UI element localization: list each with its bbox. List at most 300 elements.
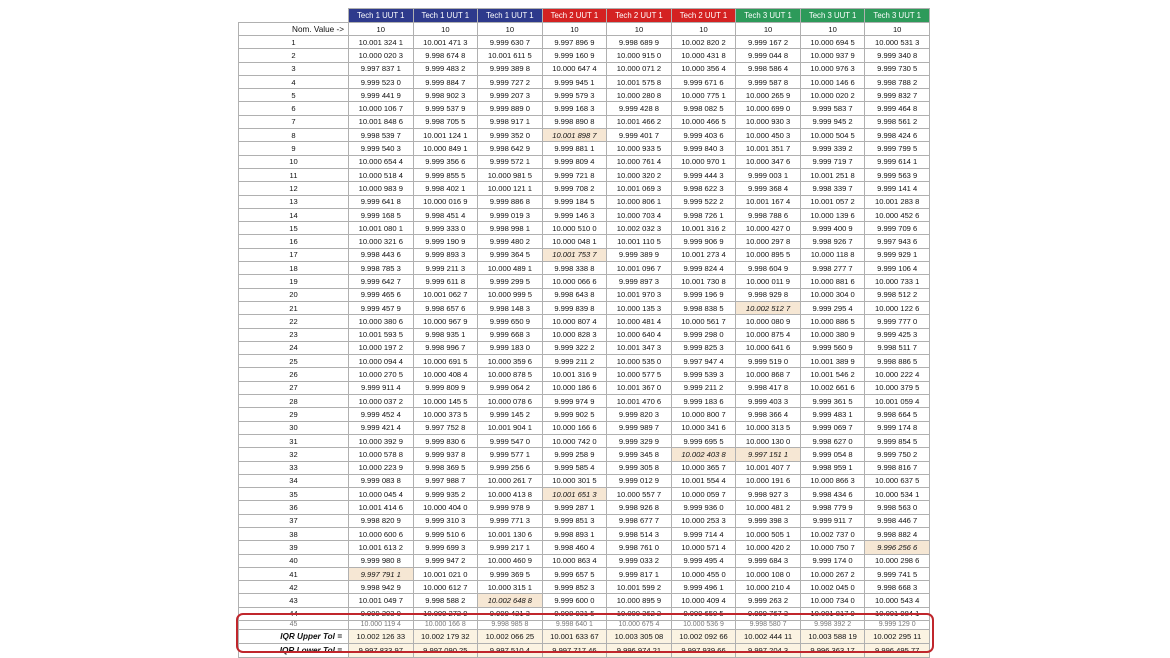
measurement-cell[interactable]: 9.998 893 1 bbox=[542, 527, 607, 540]
measurement-cell[interactable]: 10.000 450 3 bbox=[736, 129, 801, 142]
measurement-cell[interactable]: 10.000 404 0 bbox=[413, 501, 478, 514]
measurement-cell[interactable]: 9.999 650 9 bbox=[478, 315, 543, 328]
measurement-cell[interactable]: 10.000 750 7 bbox=[800, 541, 865, 554]
measurement-cell[interactable]: 10.000 135 3 bbox=[607, 301, 672, 314]
measurement-cell[interactable]: 9.999 839 8 bbox=[542, 301, 607, 314]
measurement-cell[interactable]: 10.000 280 8 bbox=[607, 89, 672, 102]
measurement-cell[interactable]: 9.999 537 9 bbox=[413, 102, 478, 115]
measurement-cell[interactable]: 9.999 614 1 bbox=[865, 155, 930, 168]
measurement-cell[interactable]: 10.001 062 7 bbox=[413, 288, 478, 301]
measurement-cell[interactable]: 10.002 737 0 bbox=[800, 527, 865, 540]
measurement-cell[interactable]: 10.000 933 5 bbox=[607, 142, 672, 155]
measurement-cell[interactable]: 10.000 561 7 bbox=[671, 315, 736, 328]
iqr-lower-tol-value[interactable]: 9.997 204 3 bbox=[736, 644, 801, 658]
measurement-cell[interactable]: 9.999 650 5 bbox=[671, 607, 736, 620]
measurement-cell[interactable]: 9.999 799 5 bbox=[865, 142, 930, 155]
measurement-cell[interactable]: 9.999 168 5 bbox=[349, 208, 414, 221]
measurement-cell[interactable]: 10.000 253 3 bbox=[671, 514, 736, 527]
measurement-cell[interactable]: 9.999 263 2 bbox=[736, 594, 801, 607]
measurement-cell[interactable]: 10.000 420 2 bbox=[736, 541, 801, 554]
measurement-cell[interactable]: 9.999 600 0 bbox=[542, 594, 607, 607]
measurement-cell[interactable]: 10.000 392 9 bbox=[349, 434, 414, 447]
measurement-cell[interactable]: 9.999 777 0 bbox=[865, 315, 930, 328]
measurement-cell[interactable]: 10.000 045 4 bbox=[349, 488, 414, 501]
measurement-cell[interactable]: 10.001 613 2 bbox=[349, 541, 414, 554]
measurement-cell[interactable]: 10.000 699 0 bbox=[736, 102, 801, 115]
nominal-value-cell[interactable]: 10 bbox=[671, 23, 736, 36]
measurement-cell[interactable]: 10.001 848 6 bbox=[349, 115, 414, 128]
measurement-cell[interactable]: 9.999 886 8 bbox=[478, 195, 543, 208]
measurement-cell[interactable]: 9.998 604 9 bbox=[736, 262, 801, 275]
measurement-cell[interactable]: 9.998 339 7 bbox=[800, 182, 865, 195]
measurement-cell[interactable]: 9.999 824 4 bbox=[671, 262, 736, 275]
measurement-cell[interactable]: 9.999 897 3 bbox=[607, 275, 672, 288]
measurement-cell[interactable]: 9.998 563 0 bbox=[865, 501, 930, 514]
measurement-cell[interactable]: 9.999 572 1 bbox=[478, 155, 543, 168]
measurement-cell[interactable]: 9.999 207 3 bbox=[478, 89, 543, 102]
measurement-cell[interactable]: 10.000 535 0 bbox=[607, 355, 672, 368]
measurement-cell[interactable]: 10.000 828 3 bbox=[542, 328, 607, 341]
measurement-cell[interactable]: 9.997 988 7 bbox=[413, 474, 478, 487]
measurement-cell[interactable]: 9.999 817 1 bbox=[607, 567, 672, 580]
measurement-cell[interactable]: 9.998 586 4 bbox=[736, 62, 801, 75]
measurement-cell[interactable]: 9.999 560 9 bbox=[800, 341, 865, 354]
measurement-cell[interactable]: 10.001 466 2 bbox=[607, 115, 672, 128]
measurement-cell[interactable]: 10.001 407 7 bbox=[736, 461, 801, 474]
measurement-cell[interactable]: 9.999 441 9 bbox=[349, 89, 414, 102]
measurement-cell[interactable]: 9.998 677 7 bbox=[607, 514, 672, 527]
measurement-cell[interactable]: 10.000 011 9 bbox=[736, 275, 801, 288]
measurement-cell[interactable]: 9.999 287 1 bbox=[542, 501, 607, 514]
measurement-cell[interactable]: 10.001 096 7 bbox=[607, 262, 672, 275]
measurement-cell[interactable]: 9.999 145 2 bbox=[478, 408, 543, 421]
measurement-cell[interactable]: 9.999 978 9 bbox=[478, 501, 543, 514]
measurement-cell[interactable]: 9.999 539 3 bbox=[671, 368, 736, 381]
measurement-cell[interactable]: 10.000 481 4 bbox=[607, 315, 672, 328]
measurement-cell[interactable]: 10.000 983 9 bbox=[349, 182, 414, 195]
measurement-cell[interactable]: 9.999 945 1 bbox=[542, 75, 607, 88]
measurement-cell[interactable]: 10.000 313 5 bbox=[736, 421, 801, 434]
measurement-cell[interactable]: 10.000 409 4 bbox=[671, 594, 736, 607]
measurement-cell[interactable]: 9.999 211 3 bbox=[413, 262, 478, 275]
measurement-cell[interactable]: 9.998 959 1 bbox=[800, 461, 865, 474]
column-header-3[interactable]: Tech 1 UUT 1 bbox=[478, 9, 543, 23]
measurement-cell[interactable]: 9.999 146 3 bbox=[542, 208, 607, 221]
measurement-cell[interactable]: 10.000 139 6 bbox=[800, 208, 865, 221]
measurement-cell[interactable]: 9.999 483 2 bbox=[413, 62, 478, 75]
measurement-cell[interactable]: 9.999 820 3 bbox=[607, 408, 672, 421]
measurement-cell[interactable]: 9.998 942 9 bbox=[349, 581, 414, 594]
measurement-cell[interactable]: 10.000 886 5 bbox=[800, 315, 865, 328]
column-header-8[interactable]: Tech 3 UUT 1 bbox=[800, 9, 865, 23]
iqr-lower-tol-value[interactable]: 9.997 717 46 bbox=[542, 644, 607, 658]
iqr-upper-tol-value[interactable]: 10.003 588 19 bbox=[800, 630, 865, 644]
measurement-cell[interactable]: 10.000 066 6 bbox=[542, 275, 607, 288]
measurement-cell[interactable]: 10.000 895 9 bbox=[607, 594, 672, 607]
measurement-cell[interactable]: 10.000 191 6 bbox=[736, 474, 801, 487]
measurement-cell[interactable]: 10.000 315 1 bbox=[478, 581, 543, 594]
measurement-cell[interactable]: 10.000 534 1 bbox=[865, 488, 930, 501]
measurement-cell[interactable]: 9.999 587 8 bbox=[736, 75, 801, 88]
measurement-cell[interactable]: 9.999 329 9 bbox=[607, 434, 672, 447]
measurement-cell[interactable]: 10.000 347 6 bbox=[736, 155, 801, 168]
measurement-cell[interactable]: 9.999 299 5 bbox=[478, 275, 543, 288]
measurement-cell[interactable]: 10.000 543 4 bbox=[865, 594, 930, 607]
measurement-cell[interactable]: 9.999 389 8 bbox=[478, 62, 543, 75]
measurement-cell[interactable]: 9.998 402 1 bbox=[413, 182, 478, 195]
measurement-cell[interactable]: 9.999 911 4 bbox=[349, 381, 414, 394]
measurement-cell[interactable]: 10.000 571 4 bbox=[671, 541, 736, 554]
measurement-cell[interactable]: 10.000 640 4 bbox=[607, 328, 672, 341]
measurement-cell[interactable]: 10.000 452 6 bbox=[865, 208, 930, 221]
measurement-cell[interactable]: 9.999 630 7 bbox=[478, 36, 543, 49]
measurement-cell[interactable]: 9.999 699 3 bbox=[413, 541, 478, 554]
measurement-cell[interactable]: 9.998 788 6 bbox=[736, 208, 801, 221]
measurement-cell[interactable]: 9.999 389 9 bbox=[607, 248, 672, 261]
iqr-upper-tol-value[interactable]: 10.002 444 11 bbox=[736, 630, 801, 644]
measurement-cell[interactable]: 9.998 446 7 bbox=[865, 514, 930, 527]
measurement-cell[interactable]: 9.999 936 0 bbox=[671, 501, 736, 514]
measurement-cell[interactable]: 10.000 878 5 bbox=[478, 368, 543, 381]
measurement-cell[interactable]: 9.999 911 7 bbox=[800, 514, 865, 527]
measurement-cell[interactable]: 9.997 791 1 bbox=[349, 567, 414, 580]
measurement-cell[interactable]: 9.999 611 8 bbox=[413, 275, 478, 288]
measurement-cell[interactable]: 9.999 196 9 bbox=[671, 288, 736, 301]
measurement-cell[interactable]: 10.000 298 6 bbox=[865, 554, 930, 567]
measurement-cell[interactable]: 10.000 210 4 bbox=[736, 581, 801, 594]
measurement-cell[interactable]: 10.000 881 6 bbox=[800, 275, 865, 288]
measurement-cell[interactable]: 9.999 945 2 bbox=[800, 115, 865, 128]
measurement-cell[interactable]: 9.999 641 8 bbox=[349, 195, 414, 208]
measurement-cell[interactable]: 10.000 059 7 bbox=[671, 488, 736, 501]
measurement-cell[interactable]: 10.001 021 0 bbox=[413, 567, 478, 580]
measurement-cell[interactable]: 9.998 627 0 bbox=[800, 434, 865, 447]
measurement-cell[interactable]: 10.001 316 9 bbox=[542, 368, 607, 381]
measurement-cell[interactable]: 9.998 761 0 bbox=[607, 541, 672, 554]
measurement-cell[interactable]: 10.000 531 3 bbox=[865, 36, 930, 49]
measurement-cell[interactable]: 9.999 174 8 bbox=[865, 421, 930, 434]
measurement-cell[interactable]: 9.998 539 7 bbox=[349, 129, 414, 142]
measurement-cell[interactable]: 9.999 989 7 bbox=[607, 421, 672, 434]
measurement-cell[interactable]: 9.999 547 0 bbox=[478, 434, 543, 447]
measurement-cell[interactable]: 9.998 926 8 bbox=[607, 501, 672, 514]
column-header-7[interactable]: Tech 3 UUT 1 bbox=[736, 9, 801, 23]
measurement-cell[interactable]: 9.998 785 3 bbox=[349, 262, 414, 275]
measurement-cell[interactable]: 9.998 689 9 bbox=[607, 36, 672, 49]
measurement-cell[interactable]: 10.000 380 6 bbox=[349, 315, 414, 328]
measurement-cell[interactable]: 9.999 855 5 bbox=[413, 168, 478, 181]
measurement-cell[interactable]: 10.000 427 0 bbox=[736, 222, 801, 235]
measurement-cell[interactable]: 9.999 398 3 bbox=[736, 514, 801, 527]
iqr-lower-tol-value[interactable]: 9.996 974 21 bbox=[607, 644, 672, 658]
measurement-cell[interactable]: 9.999 750 2 bbox=[865, 448, 930, 461]
measurement-cell[interactable]: 9.999 465 6 bbox=[349, 288, 414, 301]
measurement-cell[interactable]: 9.999 421 3 bbox=[478, 607, 543, 620]
measurement-cell[interactable]: 9.999 457 9 bbox=[349, 301, 414, 314]
measurement-cell[interactable]: 10.000 612 7 bbox=[413, 581, 478, 594]
measurement-cell[interactable]: 10.000 118 8 bbox=[800, 248, 865, 261]
iqr-upper-tol-value[interactable]: 10.002 126 33 bbox=[349, 630, 414, 644]
measurement-cell[interactable]: 9.998 998 1 bbox=[478, 222, 543, 235]
measurement-cell[interactable]: 9.998 434 6 bbox=[800, 488, 865, 501]
measurement-cell[interactable]: 10.000 080 9 bbox=[736, 315, 801, 328]
measurement-cell[interactable]: 9.998 816 7 bbox=[865, 461, 930, 474]
measurement-cell[interactable]: 9.999 684 3 bbox=[736, 554, 801, 567]
measurement-cell[interactable]: 10.000 037 2 bbox=[349, 395, 414, 408]
measurement-cell[interactable]: 9.999 881 1 bbox=[542, 142, 607, 155]
measurement-cell[interactable]: 10.000 186 6 bbox=[542, 381, 607, 394]
measurement-cell[interactable]: 10.000 267 2 bbox=[800, 567, 865, 580]
measurement-cell[interactable]: 10.001 593 5 bbox=[349, 328, 414, 341]
measurement-cell[interactable]: 10.000 999 5 bbox=[478, 288, 543, 301]
measurement-cell[interactable]: 10.001 904 1 bbox=[478, 421, 543, 434]
measurement-cell[interactable]: 10.000 981 5 bbox=[478, 168, 543, 181]
measurement-cell[interactable]: 9.999 884 7 bbox=[413, 75, 478, 88]
measurement-cell[interactable]: 10.000 379 5 bbox=[865, 381, 930, 394]
measurement-cell[interactable]: 10.000 654 4 bbox=[349, 155, 414, 168]
iqr-lower-tol-value[interactable]: 9.997 090 25 bbox=[413, 644, 478, 658]
nominal-value-cell[interactable]: 10 bbox=[413, 23, 478, 36]
measurement-cell[interactable]: 9.999 483 1 bbox=[800, 408, 865, 421]
measurement-cell[interactable]: 9.999 298 0 bbox=[671, 328, 736, 341]
measurement-cell[interactable]: 10.001 414 6 bbox=[349, 501, 414, 514]
measurement-cell[interactable]: 10.002 032 3 bbox=[607, 222, 672, 235]
measurement-cell[interactable]: 10.000 691 5 bbox=[413, 355, 478, 368]
measurement-cell[interactable]: 9.998 417 8 bbox=[736, 381, 801, 394]
measurement-cell[interactable]: 9.998 726 1 bbox=[671, 208, 736, 221]
measurement-cell[interactable]: 9.999 579 3 bbox=[542, 89, 607, 102]
measurement-cell[interactable]: 10.000 807 4 bbox=[542, 315, 607, 328]
measurement-cell[interactable]: 10.001 351 7 bbox=[736, 142, 801, 155]
column-header-9[interactable]: Tech 3 UUT 1 bbox=[865, 9, 930, 23]
measurement-cell[interactable]: 10.000 863 4 bbox=[542, 554, 607, 567]
measurement-cell[interactable]: 10.000 775 1 bbox=[671, 89, 736, 102]
measurement-cell[interactable]: 10.002 820 2 bbox=[671, 36, 736, 49]
measurement-cell[interactable]: 9.999 174 0 bbox=[800, 554, 865, 567]
measurement-cell[interactable]: 10.000 261 7 bbox=[478, 474, 543, 487]
measurement-cell[interactable]: 9.998 890 8 bbox=[542, 115, 607, 128]
nominal-value-cell[interactable]: 10 bbox=[607, 23, 672, 36]
column-header-2[interactable]: Tech 1 UUT 1 bbox=[413, 9, 478, 23]
measurement-cell[interactable]: 9.999 929 1 bbox=[865, 248, 930, 261]
measurement-cell[interactable]: 9.999 033 2 bbox=[607, 554, 672, 567]
measurement-cell[interactable]: 10.000 356 4 bbox=[671, 62, 736, 75]
iqr-lower-tol-value[interactable]: 9.996 495 77 bbox=[865, 644, 930, 658]
measurement-cell[interactable]: 10.001 080 1 bbox=[349, 222, 414, 235]
measurement-cell[interactable]: 9.999 825 3 bbox=[671, 341, 736, 354]
measurement-cell[interactable]: 9.997 752 8 bbox=[413, 421, 478, 434]
measurement-cell[interactable]: 10.000 270 5 bbox=[349, 368, 414, 381]
column-header-6[interactable]: Tech 2 UUT 1 bbox=[671, 9, 736, 23]
measurement-cell[interactable]: 9.998 927 3 bbox=[736, 488, 801, 501]
measurement-cell[interactable]: 9.998 996 7 bbox=[413, 341, 478, 354]
measurement-cell[interactable]: 10.000 970 1 bbox=[671, 155, 736, 168]
measurement-cell[interactable]: 10.000 108 0 bbox=[736, 567, 801, 580]
measurement-cell[interactable]: 9.999 980 8 bbox=[349, 554, 414, 567]
measurement-cell[interactable]: 9.999 906 9 bbox=[671, 235, 736, 248]
measurement-cell[interactable]: 10.001 057 2 bbox=[800, 195, 865, 208]
measurement-cell[interactable]: 10.000 806 1 bbox=[607, 195, 672, 208]
measurement-cell[interactable]: 9.998 460 4 bbox=[542, 541, 607, 554]
measurement-cell[interactable]: 9.998 838 5 bbox=[671, 301, 736, 314]
measurement-cell[interactable]: 10.000 297 8 bbox=[736, 235, 801, 248]
measurement-cell[interactable]: 10.000 915 0 bbox=[607, 49, 672, 62]
measurement-cell[interactable]: 9.999 333 0 bbox=[413, 222, 478, 235]
measurement-cell[interactable]: 10.000 362 2 bbox=[607, 607, 672, 620]
measurement-cell[interactable]: 9.999 368 4 bbox=[736, 182, 801, 195]
measurement-cell[interactable]: 10.000 365 7 bbox=[671, 461, 736, 474]
measurement-cell[interactable]: 9.999 563 9 bbox=[865, 168, 930, 181]
measurement-cell[interactable]: 10.000 373 5 bbox=[413, 408, 478, 421]
measurement-cell[interactable]: 9.999 400 9 bbox=[800, 222, 865, 235]
measurement-cell[interactable]: 9.999 019 3 bbox=[478, 208, 543, 221]
measurement-cell[interactable]: 9.998 369 5 bbox=[413, 461, 478, 474]
measurement-cell[interactable]: 9.999 452 4 bbox=[349, 408, 414, 421]
measurement-cell[interactable]: 9.998 443 6 bbox=[349, 248, 414, 261]
nominal-value-cell[interactable]: 10 bbox=[865, 23, 930, 36]
measurement-cell[interactable]: 9.998 820 9 bbox=[349, 514, 414, 527]
measurement-cell[interactable]: 10.001 059 4 bbox=[865, 395, 930, 408]
measurement-cell[interactable]: 9.999 771 3 bbox=[478, 514, 543, 527]
measurement-cell[interactable]: 9.999 069 7 bbox=[800, 421, 865, 434]
measurement-cell[interactable]: 9.998 705 5 bbox=[413, 115, 478, 128]
measurement-cell[interactable]: 9.998 511 7 bbox=[865, 341, 930, 354]
measurement-cell[interactable]: 10.001 471 3 bbox=[413, 36, 478, 49]
measurement-cell[interactable]: 10.001 651 3 bbox=[542, 488, 607, 501]
measurement-cell[interactable]: 9.999 519 0 bbox=[736, 355, 801, 368]
measurement-cell[interactable]: 9.999 064 2 bbox=[478, 381, 543, 394]
measurement-cell[interactable]: 10.000 431 8 bbox=[671, 49, 736, 62]
measurement-cell[interactable]: 10.001 389 9 bbox=[800, 355, 865, 368]
measurement-cell[interactable]: 10.000 320 2 bbox=[607, 168, 672, 181]
measurement-cell[interactable]: 9.999 464 8 bbox=[865, 102, 930, 115]
measurement-cell[interactable]: 10.000 301 5 bbox=[542, 474, 607, 487]
measurement-cell[interactable]: 10.001 124 1 bbox=[413, 129, 478, 142]
column-header-4[interactable]: Tech 2 UUT 1 bbox=[542, 9, 607, 23]
measurement-cell[interactable]: 10.000 578 8 bbox=[349, 448, 414, 461]
measurement-cell[interactable]: 10.000 733 1 bbox=[865, 275, 930, 288]
measurement-cell[interactable]: 10.000 020 3 bbox=[349, 49, 414, 62]
measurement-cell[interactable]: 9.999 160 9 bbox=[542, 49, 607, 62]
measurement-cell[interactable]: 9.998 926 7 bbox=[800, 235, 865, 248]
measurement-cell[interactable]: 10.000 020 2 bbox=[800, 89, 865, 102]
measurement-cell[interactable]: 9.999 495 4 bbox=[671, 554, 736, 567]
measurement-cell[interactable]: 9.999 356 6 bbox=[413, 155, 478, 168]
measurement-cell[interactable]: 10.000 600 6 bbox=[349, 527, 414, 540]
measurement-cell[interactable]: 9.999 832 7 bbox=[865, 89, 930, 102]
measurement-cell[interactable]: 9.998 779 9 bbox=[800, 501, 865, 514]
measurement-cell[interactable]: 10.001 347 3 bbox=[607, 341, 672, 354]
measurement-cell[interactable]: 10.001 324 1 bbox=[349, 36, 414, 49]
measurement-cell[interactable]: 9.998 643 8 bbox=[542, 288, 607, 301]
measurement-cell[interactable]: 10.000 413 8 bbox=[478, 488, 543, 501]
measurement-cell[interactable]: 9.998 882 4 bbox=[865, 527, 930, 540]
measurement-cell[interactable]: 9.999 523 0 bbox=[349, 75, 414, 88]
measurement-cell[interactable]: 9.999 167 2 bbox=[736, 36, 801, 49]
measurement-cell[interactable]: 10.002 661 6 bbox=[800, 381, 865, 394]
measurement-cell[interactable]: 10.000 146 6 bbox=[800, 75, 865, 88]
measurement-cell[interactable]: 10.001 049 7 bbox=[349, 594, 414, 607]
measurement-cell[interactable]: 9.998 657 6 bbox=[413, 301, 478, 314]
measurement-cell[interactable]: 10.001 753 7 bbox=[542, 248, 607, 261]
measurement-cell[interactable]: 9.999 671 6 bbox=[671, 75, 736, 88]
measurement-cell[interactable]: 10.000 868 7 bbox=[736, 368, 801, 381]
measurement-cell[interactable]: 9.997 151 1 bbox=[736, 448, 801, 461]
measurement-cell[interactable]: 9.999 851 3 bbox=[542, 514, 607, 527]
measurement-cell[interactable]: 9.999 480 2 bbox=[478, 235, 543, 248]
measurement-cell[interactable]: 9.999 403 6 bbox=[671, 129, 736, 142]
nominal-value-cell[interactable]: 10 bbox=[800, 23, 865, 36]
measurement-cell[interactable]: 10.000 557 7 bbox=[607, 488, 672, 501]
measurement-cell[interactable]: 9.998 148 3 bbox=[478, 301, 543, 314]
measurement-cell[interactable]: 10.000 510 0 bbox=[542, 222, 607, 235]
iqr-lower-tol-value[interactable]: 9.997 939 66 bbox=[671, 644, 736, 658]
measurement-cell[interactable]: 9.997 947 4 bbox=[671, 355, 736, 368]
measurement-cell[interactable]: 9.999 719 7 bbox=[800, 155, 865, 168]
measurement-cell[interactable]: 9.999 852 3 bbox=[542, 581, 607, 594]
measurement-cell[interactable]: 9.999 935 2 bbox=[413, 488, 478, 501]
measurement-cell[interactable]: 9.999 361 5 bbox=[800, 395, 865, 408]
iqr-lower-tol-value[interactable]: 9.997 510 4 bbox=[478, 644, 543, 658]
measurement-cell[interactable]: 9.999 496 1 bbox=[671, 581, 736, 594]
measurement-cell[interactable]: 10.000 505 1 bbox=[736, 527, 801, 540]
measurement-cell[interactable]: 10.000 222 4 bbox=[865, 368, 930, 381]
measurement-cell[interactable]: 9.999 211 2 bbox=[542, 355, 607, 368]
measurement-cell[interactable]: 10.002 045 0 bbox=[800, 581, 865, 594]
measurement-cell[interactable]: 9.998 512 2 bbox=[865, 288, 930, 301]
measurement-cell[interactable]: 9.999 421 4 bbox=[349, 421, 414, 434]
measurement-cell[interactable]: 10.000 197 2 bbox=[349, 341, 414, 354]
measurement-cell[interactable]: 9.999 889 0 bbox=[478, 102, 543, 115]
measurement-cell[interactable]: 10.001 611 5 bbox=[478, 49, 543, 62]
measurement-cell[interactable]: 9.999 974 9 bbox=[542, 395, 607, 408]
measurement-cell[interactable]: 10.000 518 4 bbox=[349, 168, 414, 181]
measurement-cell[interactable]: 10.001 283 8 bbox=[865, 195, 930, 208]
measurement-cell[interactable]: 9.997 837 1 bbox=[349, 62, 414, 75]
measurement-cell[interactable]: 10.000 460 9 bbox=[478, 554, 543, 567]
measurement-cell[interactable]: 9.999 893 3 bbox=[413, 248, 478, 261]
measurement-cell[interactable]: 10.000 455 0 bbox=[671, 567, 736, 580]
measurement-cell[interactable]: 10.001 554 4 bbox=[671, 474, 736, 487]
measurement-cell[interactable]: 9.999 310 3 bbox=[413, 514, 478, 527]
measurement-cell[interactable]: 10.000 466 5 bbox=[671, 115, 736, 128]
measurement-cell[interactable]: 10.000 637 5 bbox=[865, 474, 930, 487]
iqr-upper-tol-value[interactable]: 10.002 066 25 bbox=[478, 630, 543, 644]
measurement-cell[interactable]: 10.000 094 4 bbox=[349, 355, 414, 368]
measurement-cell[interactable]: 9.999 184 5 bbox=[542, 195, 607, 208]
measurement-cell[interactable]: 10.001 069 3 bbox=[607, 182, 672, 195]
measurement-cell[interactable]: 9.999 642 7 bbox=[349, 275, 414, 288]
nominal-value-cell[interactable]: 10 bbox=[349, 23, 414, 36]
measurement-cell[interactable]: 9.999 425 3 bbox=[865, 328, 930, 341]
measurement-cell[interactable]: 9.999 585 4 bbox=[542, 461, 607, 474]
measurement-cell[interactable]: 9.999 369 5 bbox=[478, 567, 543, 580]
measurement-cell[interactable]: 10.000 976 3 bbox=[800, 62, 865, 75]
measurement-cell[interactable]: 10.000 647 4 bbox=[542, 62, 607, 75]
measurement-cell[interactable]: 10.000 359 6 bbox=[478, 355, 543, 368]
measurement-cell[interactable]: 9.999 708 2 bbox=[542, 182, 607, 195]
measurement-cell[interactable]: 9.999 012 9 bbox=[607, 474, 672, 487]
measurement-cell[interactable]: 10.001 546 2 bbox=[800, 368, 865, 381]
measurement-cell[interactable]: 9.999 322 2 bbox=[542, 341, 607, 354]
measurement-cell[interactable]: 10.000 071 2 bbox=[607, 62, 672, 75]
measurement-cell[interactable]: 9.999 583 7 bbox=[800, 102, 865, 115]
measurement-cell[interactable]: 9.999 721 8 bbox=[542, 168, 607, 181]
measurement-cell[interactable]: 9.999 256 6 bbox=[478, 461, 543, 474]
measurement-cell[interactable]: 10.000 504 5 bbox=[800, 129, 865, 142]
measurement-cell[interactable]: 9.998 082 5 bbox=[671, 102, 736, 115]
measurement-cell[interactable]: 9.999 345 8 bbox=[607, 448, 672, 461]
